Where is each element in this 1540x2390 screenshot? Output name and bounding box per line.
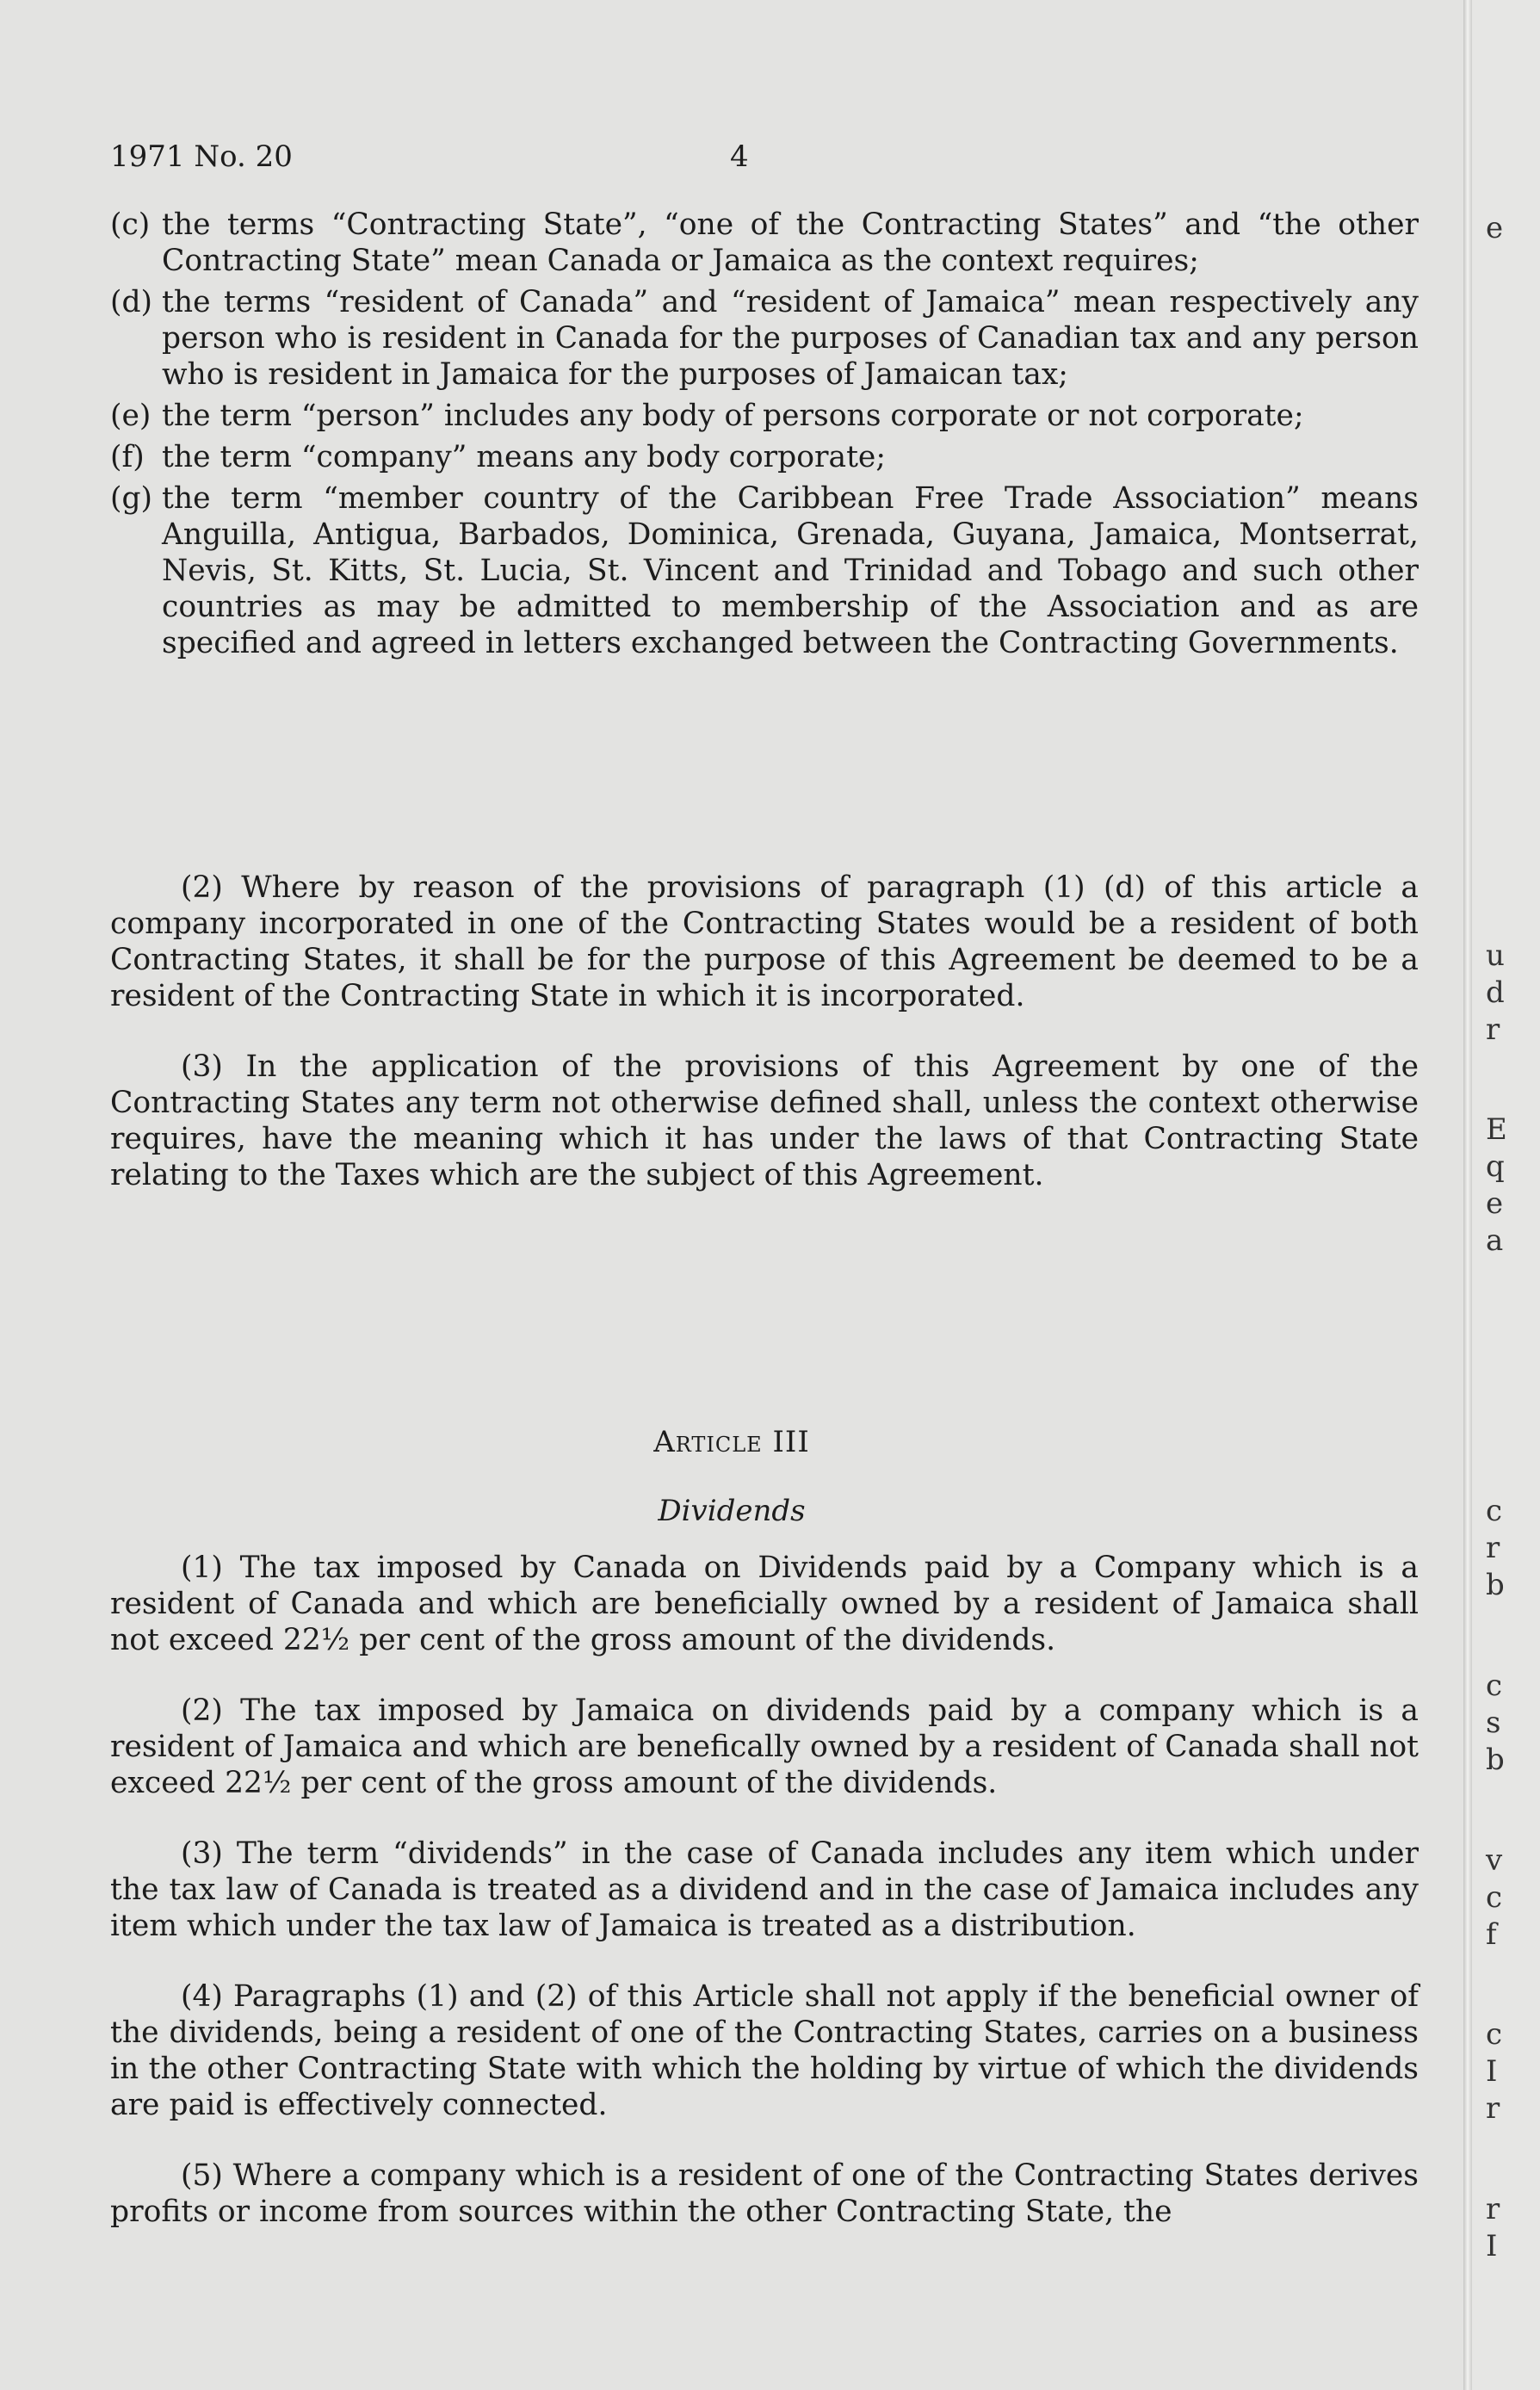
definition-label: (e) xyxy=(110,399,152,433)
adjacent-page-letter: I xyxy=(1486,2229,1498,2263)
section-heading: Dividends xyxy=(658,1494,806,1528)
adjacent-page-letter: v xyxy=(1486,1843,1503,1878)
adjacent-page-letter: r xyxy=(1486,1531,1500,1565)
definition-label: (f) xyxy=(110,440,145,474)
paragraph: (3) The term “dividends” in the case of Canada includes any item which under the tax law of Canada is treated as a dividend and in the case of Jamaica includes any item which under the tax law of Jamaica is treated as a distribution. xyxy=(110,1836,1419,1943)
adjacent-page-letter: a xyxy=(1486,1223,1504,1258)
adjacent-page-letter: I xyxy=(1486,2054,1498,2089)
adjacent-page-letter: e xyxy=(1486,1186,1504,1221)
paragraph: (2) Where by reason of the provisions of paragraph (1) (d) of this article a company incorporated in one of the Contracting States would be a resident of both Contracting States, it shall be for the purpose of this Agreement be deemed to be a resident of the Contracting State in which it is incorporated. xyxy=(110,870,1419,1013)
adjacent-page-letter: c xyxy=(1486,1669,1503,1703)
adjacent-page-letter: r xyxy=(1486,2192,1500,2226)
paragraphs-block xyxy=(110,870,1419,1193)
page-gutter xyxy=(1463,0,1472,2390)
article-heading: Article III xyxy=(653,1425,810,1459)
adjacent-page-letter: r xyxy=(1486,1012,1500,1047)
definition-label: (d) xyxy=(110,285,153,319)
adjacent-page-edge xyxy=(1472,0,1540,2390)
definition-item xyxy=(110,207,1419,279)
paragraph: (2) The tax imposed by Jamaica on dividends paid by a company which is a resident of Jamaica and which are benefically owned by a resident of Canada shall not exceed 22½ per cent of the gross amount of the dividends. xyxy=(110,1693,1419,1800)
adjacent-page-letter: q xyxy=(1486,1149,1505,1184)
definition-text: the terms “resident of Canada” and “resident of Jamaica” mean respectively any person who is resident in Canada for the purposes of Canadian tax and any person who is resident in Jamaica for the purposes of Jamaican tax; xyxy=(162,285,1419,392)
definition-text: the term “person” includes any body of persons corporate or not corporate; xyxy=(162,399,1304,433)
adjacent-page-letter: d xyxy=(1486,975,1505,1010)
adjacent-page-letter: s xyxy=(1486,1706,1501,1740)
adjacent-page-letter: c xyxy=(1486,2017,1503,2052)
definition-item xyxy=(110,480,1419,661)
paragraph: (5) Where a company which is a resident of one of the Contracting States derives profits or income from sources within the other Contracting State, the xyxy=(110,2158,1419,2229)
adjacent-page-letter: r xyxy=(1486,2091,1500,2126)
definitions-list xyxy=(110,207,1419,661)
adjacent-page-letter: f xyxy=(1486,1917,1497,1952)
definition-text: the terms “Contracting State”, “one of the Contracting States” and “the other Contracting State” mean Canada or Jamaica as the context requires; xyxy=(162,207,1419,278)
adjacent-page-letter: b xyxy=(1486,1743,1505,1777)
adjacent-page-letter: c xyxy=(1486,1880,1503,1915)
adjacent-page-letter: E xyxy=(1486,1112,1507,1147)
definition-label: (g) xyxy=(110,481,153,516)
paragraph: (4) Paragraphs (1) and (2) of this Article shall not apply if the beneficial owner of the dividends, being a resident of one of the Contracting States, carries on a business in the other Contracting State with which the holding by virtue of which the dividends are paid is effectively connected. xyxy=(110,1979,1419,2122)
paragraph: (3) In the application of the provisions of this Agreement by one of the Contracting States any term not otherwise defined shall, unless the context otherwise requires, have the meaning which it has under the laws of that Contracting State relating to the Taxes which are the subject of this Agreement. xyxy=(110,1049,1419,1192)
adjacent-page-letter: c xyxy=(1486,1494,1503,1528)
adjacent-page-letter: u xyxy=(1486,938,1505,973)
definition-label: (c) xyxy=(110,207,151,242)
definition-text: the term “member country of the Caribbean Free Trade Association” means Anguilla, Antigua, Barbados, Dominica, Grenada, Guyana, Jamaica, Montserrat, Nevis, St. Kitts, St. Lucia, St. Vincent and Trinidad and Tobago and such other countries as may be admitted to membership of the Association and as are specified and agreed in letters exchanged between the Contracting Governments. xyxy=(162,481,1419,660)
adjacent-page-letter: b xyxy=(1486,1568,1505,1602)
definition-item xyxy=(110,284,1419,393)
adjacent-page-letter: e xyxy=(1486,211,1504,245)
article-paragraphs xyxy=(110,1550,1419,2230)
definition-item xyxy=(110,439,1419,475)
paragraph: (1) The tax imposed by Canada on Dividends paid by a Company which is a resident of Canada and which are beneficially owned by a resident of Jamaica shall not exceed 22½ per cent of the gross amount of the dividends. xyxy=(110,1551,1419,1657)
running-header: 1971 No. 20 xyxy=(110,139,293,174)
page-number: 4 xyxy=(730,139,749,174)
definition-text: the term “company” means any body corporate; xyxy=(162,440,886,474)
definition-item xyxy=(110,398,1419,434)
